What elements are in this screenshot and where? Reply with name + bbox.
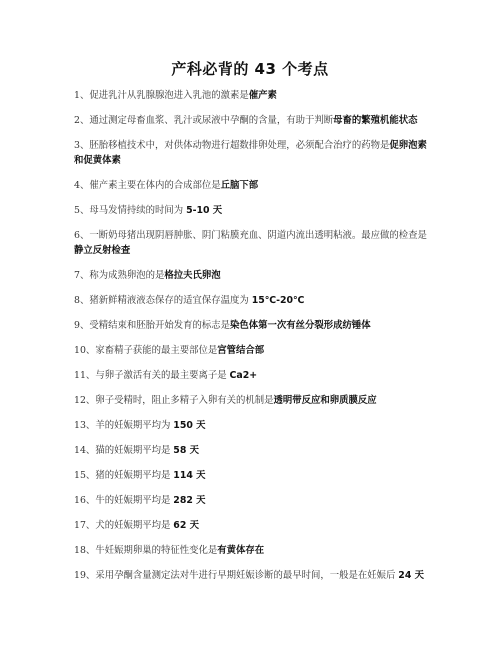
list-item: [74, 493, 434, 508]
item-answer: 24 天: [398, 570, 424, 581]
item-question: 猪的妊娠期平均是: [95, 470, 174, 481]
item-number: 16、: [74, 495, 96, 506]
list-item: [74, 138, 434, 168]
item-question: 猫的妊娠期平均是: [95, 445, 174, 456]
item-number: 15、: [74, 470, 96, 481]
item-answer: 母畜的繁殖机能状态: [333, 115, 418, 126]
list-item: [74, 178, 434, 193]
item-question: 犬的妊娠期平均是: [95, 520, 174, 531]
item-question: 与卵子激活有关的最主要离子是: [95, 370, 230, 381]
item-answer: 透明带反应和卵质膜反应: [273, 395, 377, 406]
list-item: [74, 518, 434, 533]
list-item: [74, 343, 434, 358]
item-number: 8、: [74, 295, 90, 306]
item-question: 母马发情持续的时间为: [89, 205, 187, 216]
item-number: 4、: [74, 180, 90, 191]
item-number: 10、: [74, 345, 96, 356]
item-number: 18、: [74, 545, 96, 556]
item-answer: 282 天: [173, 495, 206, 506]
item-number: 3、: [74, 140, 90, 151]
item-answer: 150 天: [173, 420, 206, 431]
item-answer: 宫管结合部: [217, 345, 265, 356]
list-item: [74, 368, 434, 383]
item-question: 一断奶母猪出现阴唇肿胀、阴门粘膜充血、阴道内流出透明粘液。最应做的检查是: [89, 230, 427, 241]
item-answer: 58 天: [173, 445, 199, 456]
list-item: [74, 293, 434, 308]
list-item: [74, 418, 434, 433]
list-item: [74, 393, 434, 408]
item-answer: 114 天: [173, 470, 206, 481]
list-item: [74, 203, 434, 218]
item-question: 牛的妊娠期平均是: [95, 495, 174, 506]
item-answer: 15℃-20℃: [251, 295, 305, 306]
item-question: 采用孕酮含量测定法对牛进行早期妊娠诊断的最早时间，一般是在妊娠后: [95, 570, 399, 581]
item-answer: 促卵泡素和促黄体素: [74, 140, 427, 166]
item-question: 牛妊娠期卵巢的特征性变化是: [95, 545, 218, 556]
item-question: 卵子受精时，阻止多精子入卵有关的机制是: [95, 395, 274, 406]
item-number: 13、: [74, 420, 96, 431]
item-answer: 催产素: [248, 90, 277, 101]
item-answer: 有黄体存在: [217, 545, 265, 556]
item-question: 胚胎移植技术中，对供体动物进行超数排卵处理，必须配合治疗的药物是: [89, 140, 390, 151]
list-item: [74, 318, 434, 333]
item-number: 17、: [74, 520, 96, 531]
item-number: 14、: [74, 445, 96, 456]
item-question: 受精结束和胚胎开始发育的标志是: [89, 320, 230, 331]
item-answer: 染色体第一次有丝分裂形成纺锤体: [229, 320, 371, 331]
item-number: 5、: [74, 205, 90, 216]
list-item: [74, 88, 434, 103]
item-list: [74, 88, 434, 593]
page-title: 产科必背的 43 个考点: [171, 60, 329, 78]
list-item: [74, 543, 434, 558]
item-number: 11、: [74, 370, 96, 381]
list-item: [74, 568, 434, 583]
item-question: 羊的妊娠期平均为: [95, 420, 174, 431]
item-question: 猪新鲜精液液态保存的适宜保存温度为: [89, 295, 252, 306]
list-item: [74, 443, 434, 458]
list-item: [74, 468, 434, 483]
item-answer: 62 天: [173, 520, 199, 531]
item-answer: 5-10 天: [186, 205, 223, 216]
list-item: [74, 228, 434, 258]
item-number: 6、: [74, 230, 90, 241]
list-item: [74, 268, 434, 283]
item-number: 12、: [74, 395, 96, 406]
item-number: 7、: [74, 270, 90, 281]
item-question: 称为成熟卵泡的是: [89, 270, 165, 281]
item-number: 9、: [74, 320, 90, 331]
item-number: 1、: [74, 90, 90, 101]
item-number: 19、: [74, 570, 96, 581]
item-question: 家畜精子获能的最主要部位是: [95, 345, 218, 356]
list-item: [74, 113, 434, 128]
item-answer: 静立反射检查: [74, 245, 131, 256]
item-answer: 丘脑下部: [220, 180, 259, 191]
item-question: 催产素主要在体内的合成部位是: [89, 180, 221, 191]
item-answer: 格拉夫氏卵泡: [164, 270, 221, 281]
item-question: 通过测定母畜血浆、乳汁或尿液中孕酮的含量，有助于判断: [89, 115, 334, 126]
item-answer: Ca2+: [229, 370, 258, 381]
item-number: 2、: [74, 115, 90, 126]
item-question: 促进乳汁从乳腺腺泡进入乳池的激素是: [89, 90, 249, 101]
